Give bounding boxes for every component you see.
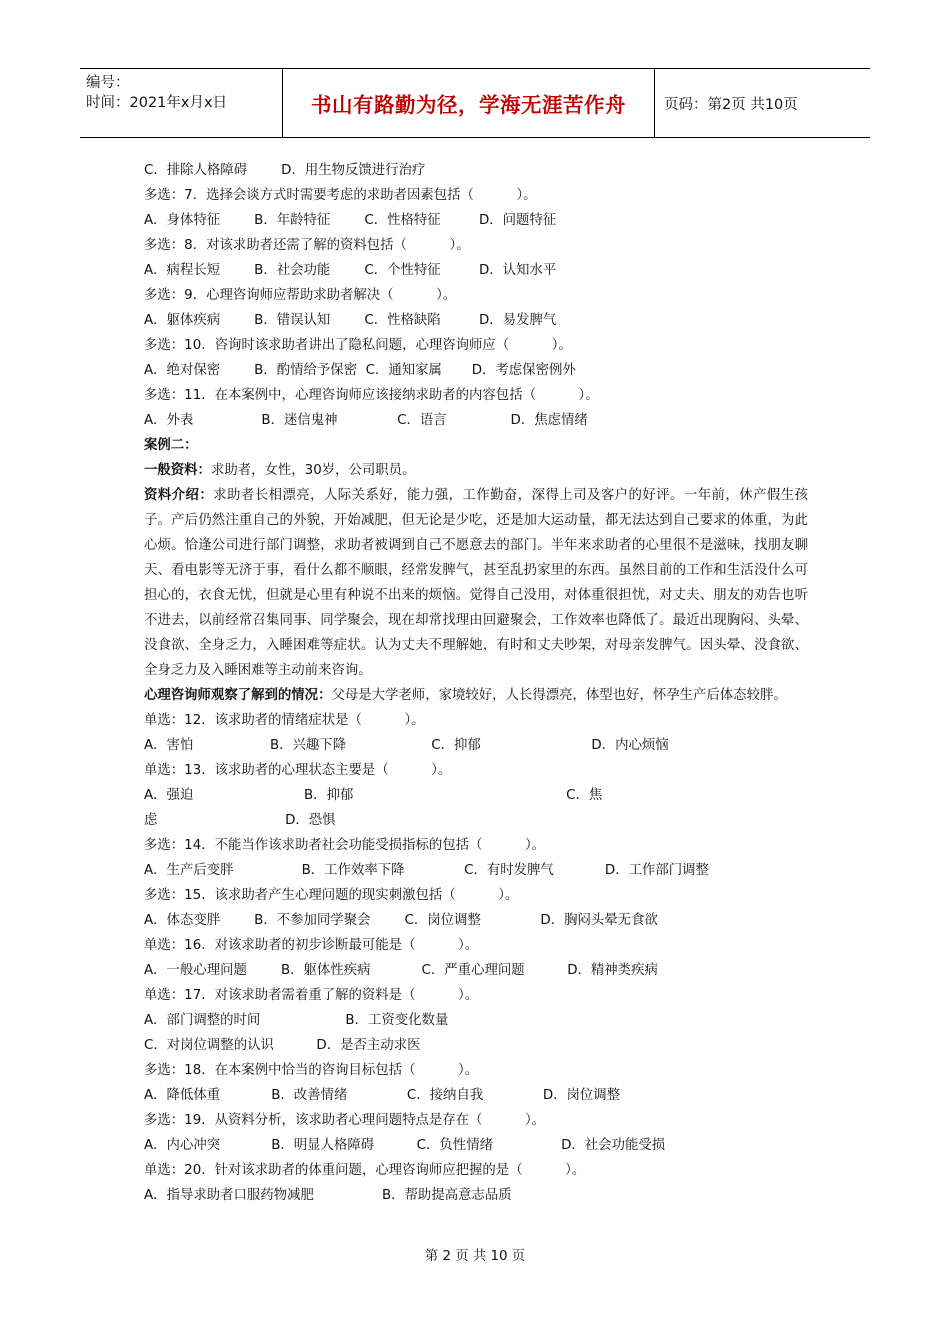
text-line: C．排除人格障碍 D．用生物反馈进行治疗: [144, 163, 426, 178]
case2-title: 案例二：: [144, 438, 198, 453]
question-8: 多选：8．对该求助者还需了解的资料包括（ ）。: [144, 238, 470, 253]
options-14: A．生产后变胖 B．工作效率下降 C．有时发脾气 D．工作部门调整: [144, 863, 709, 878]
question-15: 多选：15．该求助者产生心理问题的现实刺激包括（ ）。: [144, 888, 519, 903]
options-13-cont: 虑 D．恐惧: [144, 813, 336, 828]
question-16: 单选：16．对该求助者的初步诊断最可能是（ ）。: [144, 938, 479, 953]
header-motto: 书山有路勤为径，学海无涯苦作舟: [283, 69, 655, 137]
options-7: A．身体特征 B．年龄特征 C．性格特征 D．问题特征: [144, 213, 557, 228]
question-10: 多选：10．咨询时该求助者讲出了隐私问题，心理咨询师应（ ）。: [144, 338, 572, 353]
options-10: A．绝对保密 B．酌情给予保密 C．通知家属 D．考虑保密例外: [144, 363, 576, 378]
options-13: A．强迫 B．抑郁 C．焦: [144, 788, 603, 803]
doc-number-label: 编号：: [86, 75, 130, 91]
case2-observation: [144, 683, 808, 708]
case2-general: [144, 458, 808, 483]
question-13: 单选：13．该求助者的心理状态主要是（ ）。: [144, 763, 452, 778]
options-19: A．内心冲突 B．明显人格障碍 C．负性情绪 D．社会功能受损: [144, 1138, 666, 1153]
case2-intro: [144, 483, 808, 683]
question-19: 多选：19．从资料分析，该求助者心理问题特点是存在（ ）。: [144, 1113, 546, 1128]
options-9: A．躯体疾病 B．错误认知 C．性格缺陷 D．易发脾气: [144, 313, 557, 328]
options-15: A．体态变胖 B．不参加同学聚会 C．岗位调整 D．胸闷头晕无食欲: [144, 913, 658, 928]
header-page-number: 页码：第2页 共10页: [664, 96, 798, 113]
options-17-ab: A．部门调整的时间 B．工资变化数量: [144, 1013, 449, 1028]
question-20: 单选：20．针对该求助者的体重问题，心理咨询师应把握的是（ ）。: [144, 1163, 586, 1178]
general-text: 求助者，女性，30岁，公司职员。: [210, 463, 416, 478]
intro-text: 求助者长相漂亮，人际关系好，能力强，工作勤奋，深得上司及客户的好评。一年前，休产假生孩子。产后仍然注重自己的外貌，开始减肥，但无论是少吃，还是加大运动量，都无法达到自己要求的体重，为此心烦。恰逢公司进行部门调整，求助者被调到自己不愿意去的部门。半年来求助者的心里很不是滋味，找朋友聊天、看电影等无济于事，看什么都不顺眼，经常发脾气，甚至乱扔家里的东西。虽然目前的工作和生活没什么可担心的，衣食无忧，但就是心里有种说不出来的烦恼。觉得自己没用，对体重很担忧，对丈夫、朋友的劝告也听不进去，以前经常召集同事、同学聚会，现在却常找理由回避聚会，工作效率也降低了。最近出现胸闷、头晕、没食欲、全身乏力，入睡困难等症状。认为丈夫不理解她，有时和丈夫吵架，对母亲发脾气。因头晕、没食欲、全身乏力及入睡困难等主动前来咨询。: [144, 488, 809, 678]
question-18: 多选：18．在本案例中恰当的咨询目标包括（ ）。: [144, 1063, 479, 1078]
doc-time-label: 时间：2021年x月x日: [86, 95, 228, 111]
question-17: 单选：17．对该求助者需着重了解的资料是（ ）。: [144, 988, 479, 1003]
options-16: A．一般心理问题 B．躯体性疾病 C．严重心理问题 D．精神类疾病: [144, 963, 658, 978]
question-7: 多选：7．选择会谈方式时需要考虑的求助者因素包括（ ）。: [144, 188, 537, 203]
question-12: 单选：12．该求助者的情绪症状是（ ）。: [144, 713, 425, 728]
general-label: 一般资料：: [144, 463, 211, 478]
header-meta: [80, 69, 283, 137]
question-11: 多选：11．在本案例中，心理咨询师应该接纳求助者的内容包括（ ）。: [144, 388, 599, 403]
options-20: A．指导求助者口服药物减肥 B．帮助提高意志品质: [144, 1188, 512, 1203]
options-8: A．病程长短 B．社会功能 C．个性特征 D．认知水平: [144, 263, 557, 278]
options-17-cd: C．对岗位调整的认识 D．是否主动求医: [144, 1038, 421, 1053]
obs-label: 心理咨询师观察了解到的情况：: [144, 688, 332, 703]
options-18: A．降低体重 B．改善情绪 C．接纳自我 D．岗位调整: [144, 1088, 621, 1103]
page-header: [80, 68, 870, 138]
options-11: A．外表 B．迷信鬼神 C．语言 D．焦虑情绪: [144, 413, 588, 428]
page-footer: 第 2 页 共 10 页: [424, 1249, 526, 1264]
options-12: A．害怕 B．兴趣下降 C．抑郁 D．内心烦恼: [144, 738, 669, 753]
question-14: 多选：14．不能当作该求助者社会功能受损指标的包括（ ）。: [144, 838, 546, 853]
document-body: [144, 158, 808, 1208]
question-9: 多选：9．心理咨询师应帮助求助者解决（ ）。: [144, 288, 457, 303]
obs-text: 父母是大学老师，家境较好，人长得漂亮，体型也好，怀孕生产后体态较胖。: [331, 688, 787, 703]
intro-label: 资料介绍：: [144, 488, 214, 503]
